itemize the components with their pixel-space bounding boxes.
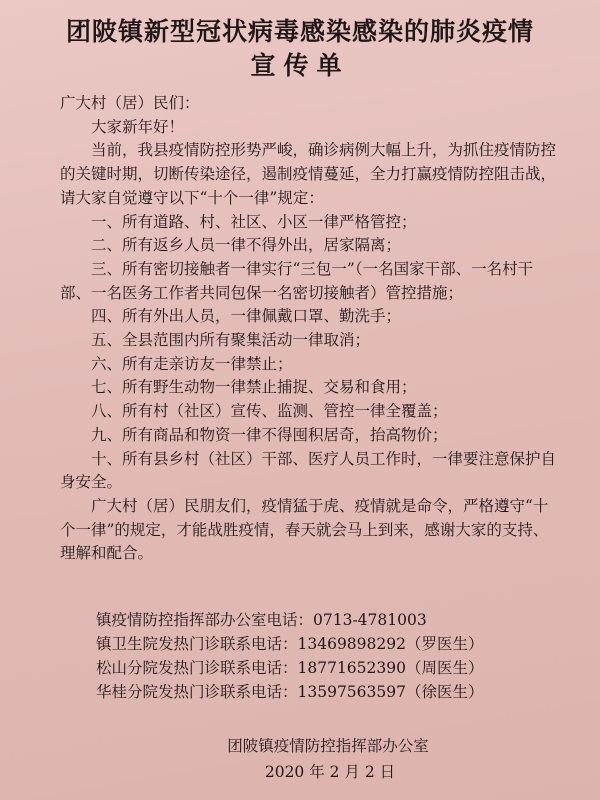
closing-paragraph: 广大村（居）民朋友们，疫情猛于虎、疫情就是命令，严格遵守“十个一律”的规定，才能战胜疫情，春天就会马上到来，感谢大家的支持、理解和配合。: [60, 496, 549, 563]
contact-line: 镇卫生院发热门诊联系电话：13469898292（罗医生）: [96, 635, 484, 653]
rule-5: 五、全县范围内所有聚集活动一律取消；: [91, 331, 371, 350]
rule-10: 十、所有县乡村（社区）干部、医疗人员工作时，一律要注意保护自身安全。: [60, 449, 557, 492]
intro-paragraph: 当前，我县疫情防控形势严峻，确诊病例大幅上升，为抓住疫情防控的关键时期，切断传染途径，遏制疫情蔓延，全力打赢疫情防控阻击战，请大家自觉遵守以下“十个一律”规定：: [60, 141, 557, 207]
flyer-title: 团陂镇新型冠状病毒感染感染的肺炎疫情: [65, 17, 534, 46]
rule-7: 七、所有野生动物一律禁止捕捉、交易和食用；: [91, 378, 417, 397]
contact-line: 镇疫情防控指挥部办公室电话：0713-4781003: [96, 611, 427, 629]
salutation: 广大村（居）民们：: [60, 94, 200, 112]
rule-3: 三、所有密切接触者一律实行“三包一”（一名国家干部、一名村干部、一名医务工作者共同包保一名密切接触者）管控措施；: [60, 259, 534, 302]
rule-9: 九、所有商品和物资一律不得囤积居奇，抬高物价；: [91, 425, 448, 444]
rule-8: 八、所有村（社区）宣传、监测、管控一律全覆盖；: [91, 402, 448, 421]
signature-date: 2020 年 2 月 2 日: [264, 763, 396, 781]
rule-1: 一、所有道路、村、社区、小区一律严格管控；: [91, 212, 417, 231]
contact-line: 松山分院发热门诊联系电话：18771652390（周医生）: [96, 659, 484, 677]
rule-4: 四、所有外出人员，一律佩戴口罩、勤洗手；: [91, 307, 402, 326]
greeting: 大家新年好！: [91, 117, 185, 136]
contact-line: 华桂分院发热门诊联系电话：13597563597（徐医生）: [96, 683, 484, 701]
contact-list: [96, 608, 566, 704]
rule-2: 二、所有返乡人员一律不得外出，居家隔离；: [91, 236, 402, 255]
signature-org: 团陂镇疫情防控指挥部办公室: [227, 737, 429, 755]
rule-6: 六、所有走亲访友一律禁止；: [91, 354, 293, 373]
flyer-subtitle: 宣传单: [250, 51, 350, 80]
letter-body: [60, 92, 560, 566]
